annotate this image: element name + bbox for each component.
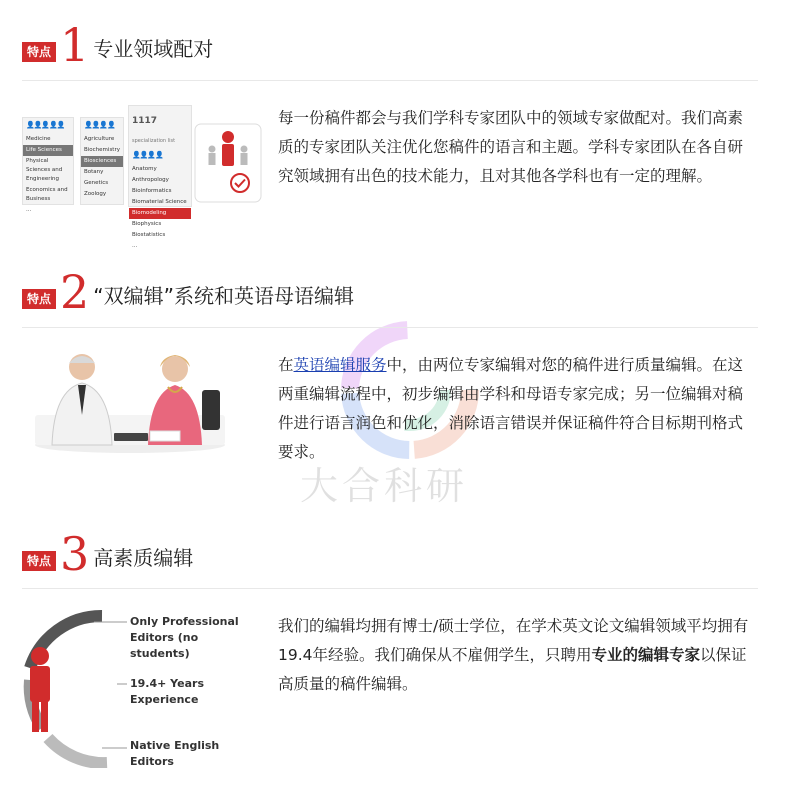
illustration-label: 19.4+ Years Experience — [130, 677, 204, 706]
feature-title: 高素质编辑 — [93, 546, 194, 570]
specialty-matching-illustration — [22, 105, 262, 249]
feature-badge: 特点 — [22, 289, 56, 309]
illustration-label: Only Professional Editors (no students) — [130, 615, 239, 660]
list-item: Genetics — [84, 180, 109, 186]
list-item: Zoology — [84, 191, 107, 197]
list-item: Bioinformatics — [132, 188, 172, 194]
feature-1-header — [22, 18, 762, 72]
list-item: Biochemistry — [84, 147, 120, 153]
english-editing-service-link[interactable]: 英语编辑服务 — [293, 356, 387, 374]
list-item: Botany — [84, 169, 104, 175]
feature-2-paragraph: 在英语编辑服务中，由两位专家编辑对您的稿件进行质量编辑。在这两重编辑流程中，初步编辑由学科和母语专家完成；另一位编辑对稿件进行语言润色和优化，消除语言错误并保证稿件符合目标期刊格式要求。 — [278, 356, 744, 461]
list-item: Biostatistics — [132, 232, 166, 238]
list-item: Agriculture — [84, 136, 115, 142]
list-item: Anthropology — [132, 177, 169, 183]
specialization-column — [128, 105, 192, 249]
people-icon: 👤👤👤👤 — [84, 121, 115, 129]
watermark-text: 大合科研 — [300, 464, 469, 508]
list-item: Anatomy — [132, 166, 157, 172]
list-item: Biophysics — [132, 221, 162, 227]
list-item: Medicine — [26, 136, 51, 142]
list-item: Life Sciences — [23, 145, 73, 156]
list-item: Biomodeling — [129, 208, 191, 219]
field-column — [22, 117, 74, 213]
list-item: Biosciences — [81, 156, 123, 167]
divider — [22, 80, 758, 81]
editors-photo — [30, 345, 230, 455]
list-item: Physical Sciences and Engineering — [26, 158, 63, 182]
feature-number: 2 — [60, 265, 90, 319]
specialization-count: 1117 specialization list — [132, 116, 176, 144]
feature-title: 专业领域配对 — [93, 37, 214, 61]
divider — [22, 588, 758, 589]
list-item: ... — [132, 243, 138, 249]
list-item: Biomaterial Science — [132, 199, 187, 205]
list-item: Economics and Business — [26, 187, 68, 202]
people-icon: 👤👤👤👤👤 — [26, 121, 65, 129]
divider — [22, 327, 758, 328]
matched-expert-icon — [194, 123, 262, 203]
editor-quality-illustration — [22, 608, 252, 768]
feature-3-paragraph: 我们的编辑均拥有博士/硕士学位，在学术英文论文编辑领域平均拥有19.4年经验。我们确保从不雇佣学生，只聘用专业的编辑专家以保证高质量的稿件编辑。 — [278, 617, 749, 693]
feature-3-header — [22, 527, 762, 581]
feature-badge: 特点 — [22, 551, 56, 571]
feature-badge: 特点 — [22, 42, 56, 62]
subfield-column — [80, 117, 124, 205]
feature-title: “双编辑”系统和英语母语编辑 — [93, 284, 355, 308]
list-item: ... — [26, 207, 32, 213]
emphasis-text: 专业的编辑专家 — [591, 646, 701, 664]
editor-quality-arc — [22, 608, 132, 768]
feature-number: 1 — [60, 18, 90, 72]
people-icon: 👤👤👤👤 — [132, 151, 163, 159]
feature-1-paragraph: 每一份稿件都会与我们学科专家团队中的领域专家做配对。我们高素质的专家团队关注优化您稿件的语言和主题。学科专家团队在各自研究领域拥有出色的技术能力，且对其他各学科也有一定的理解。 — [278, 109, 744, 185]
illustration-label: Native English Editors — [130, 739, 220, 768]
feature-number: 3 — [60, 527, 90, 581]
feature-2-header — [22, 265, 762, 319]
